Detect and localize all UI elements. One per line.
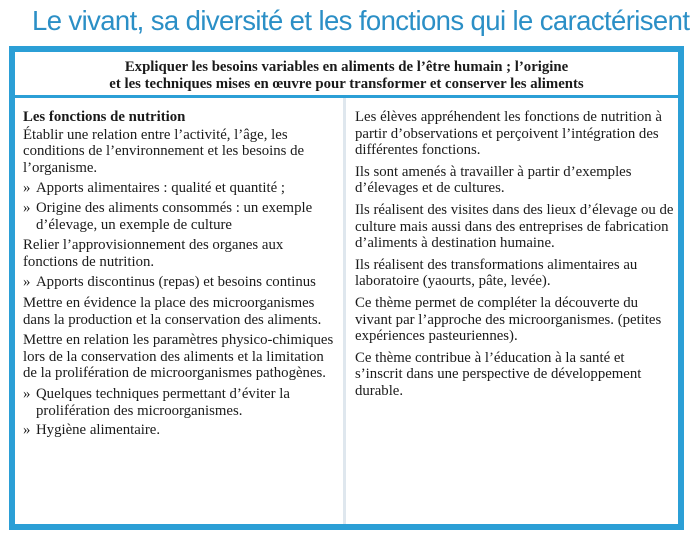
right-paragraph-3: Ils réalisent des visites dans des lieux d’élevage ou de culture mais aussi dans des entreprises de fabrication d’aliments à destination humaine.	[355, 201, 674, 252]
page-title: Le vivant, sa diversité et les fonctions qui le caractérisent	[32, 5, 690, 36]
list-item	[23, 422, 339, 439]
list-item-text: Apports discontinus (repas) et besoins continus	[36, 274, 316, 291]
right-paragraph-4: Ils réalisent des transformations alimentaires au laboratoire (yaourts, pâte, levée).	[355, 256, 638, 290]
bullet-icon: »	[23, 422, 31, 439]
bullet-list-1	[23, 180, 339, 233]
bullet-icon: »	[23, 180, 31, 197]
list-item-text: Quelques techniques permettant d’éviter la prolifération des microorganismes.	[36, 385, 290, 419]
right-paragraph-1: Les élèves appréhendent les fonctions de nutrition à partir d’observations et perçoivent l’intégration des différentes fonctions.	[355, 109, 662, 159]
list-item	[23, 386, 339, 419]
left-paragraph-1: Établir une relation entre l’activité, l’âge, les conditions de l’environnement et les besoins de l’organisme.	[23, 126, 305, 176]
content-frame	[9, 46, 684, 530]
right-paragraph-2: Ils sont amenés à travailler à partir d’exemples d’élevages et de cultures.	[355, 163, 632, 197]
left-paragraph-4: Mettre en relation les paramètres physico-chimiques lors de la conservation des aliments et la limitation de la prolifération de microorganismes pathogènes.	[23, 332, 334, 382]
list-item-text: Origine des aliments consommés : un exemple d’élevage, un exemple de culture	[36, 199, 313, 233]
banner-line-1: Expliquer les besoins variables en aliments de l’être humain ; l’origine	[124, 59, 569, 75]
bullet-icon: »	[23, 274, 31, 291]
list-item-text: Apports alimentaires : qualité et quantité ;	[36, 180, 286, 197]
right-column	[346, 98, 678, 524]
list-item	[23, 200, 339, 233]
left-paragraph-2: Relier l’approvisionnement des organes aux fonctions de nutrition.	[23, 237, 284, 270]
left-column	[15, 98, 343, 524]
section-heading: Les fonctions de nutrition	[23, 109, 186, 125]
right-paragraph-6: Ce thème contribue à l’éducation à la santé et s’inscrit dans une perspective de développement durable.	[355, 349, 642, 399]
bullet-list-2	[23, 274, 339, 291]
content-table	[15, 52, 678, 524]
list-item-text: Hygiène alimentaire.	[36, 422, 161, 439]
bullet-icon: »	[23, 385, 31, 402]
list-item	[23, 274, 339, 291]
banner-line-2: et les techniques mises en œuvre pour transformer et conserver les aliments	[109, 76, 584, 92]
list-item	[23, 180, 339, 197]
bullet-icon: »	[23, 199, 31, 216]
bullet-list-3	[23, 386, 339, 439]
objective-banner	[15, 52, 678, 98]
right-paragraph-5: Ce thème permet de compléter la découverte du vivant par l’approche des microorganismes. (petites expériences pasteuriennes).	[355, 294, 662, 345]
left-paragraph-3: Mettre en évidence la place des microorganismes dans la production et la conservation des aliments.	[23, 294, 322, 328]
